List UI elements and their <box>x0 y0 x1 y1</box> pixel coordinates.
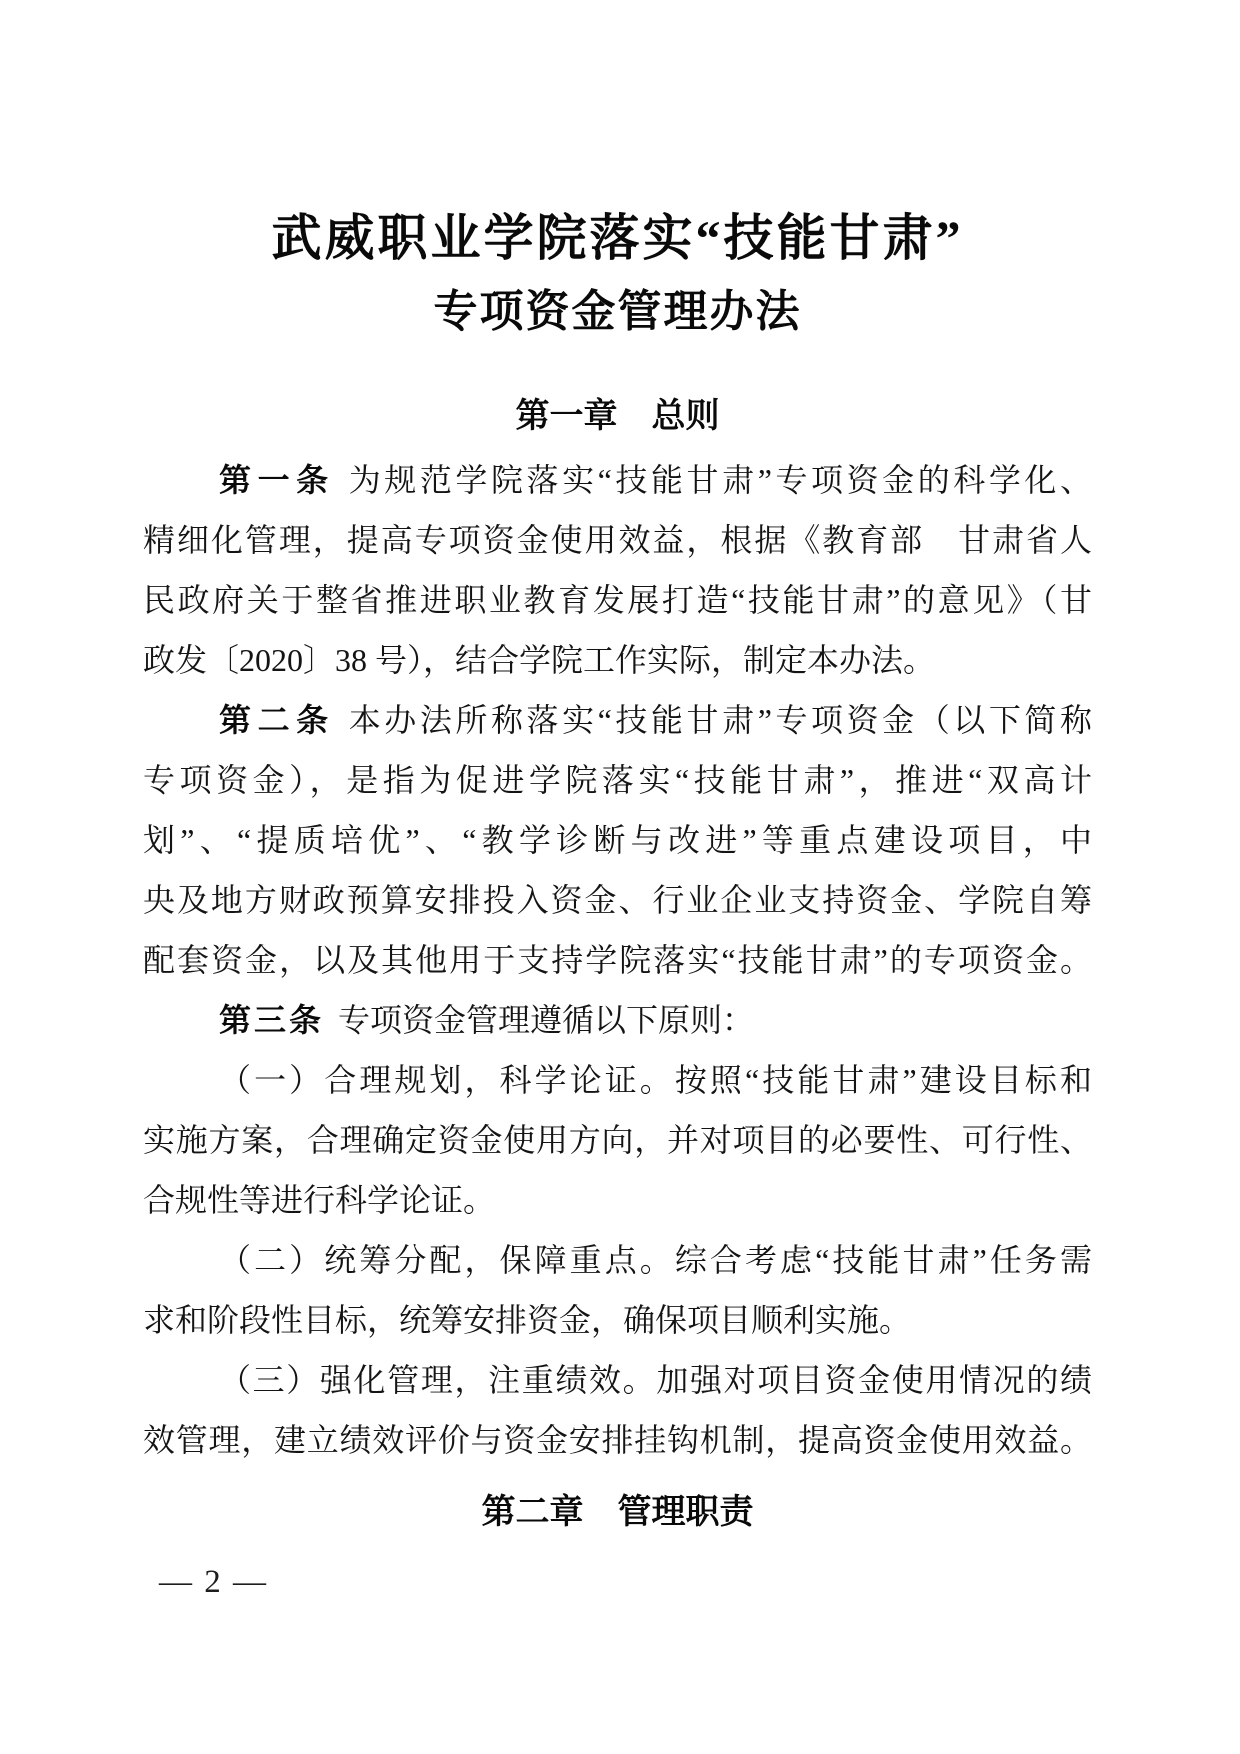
body-line <box>143 1350 1092 1410</box>
article-lead: 第三条 <box>219 1002 325 1038</box>
body-line <box>143 570 1092 630</box>
page-footer: — 2 — <box>159 1564 268 1600</box>
page-content <box>143 0 1092 1600</box>
body-line <box>143 630 1092 690</box>
line-text: 本办法所称落实“技能甘肃”专项资金（以下简称 <box>348 702 1092 738</box>
body-line <box>143 930 1092 990</box>
line-text: 效管理，建立绩效评价与资金安排挂钩机制，提高资金使用效益。 <box>143 1422 1092 1458</box>
body-lines <box>143 450 1092 1470</box>
line-text: 配套资金，以及其他用于支持学院落实“技能甘肃”的专项资金。 <box>143 942 1092 978</box>
article-lead: 第二条 <box>219 702 335 738</box>
article-lead: 第一条 <box>219 462 335 498</box>
chapter-2-heading: 第二章 管理职责 <box>481 1493 754 1531</box>
body-line <box>143 1230 1092 1290</box>
document-title-line-1: 武威职业学院落实“技能甘肃” <box>271 210 964 266</box>
body-line <box>143 810 1092 870</box>
body-line <box>143 510 1092 570</box>
line-text: （二）统筹分配，保障重点。综合考虑“技能甘肃”任务需 <box>219 1242 1092 1278</box>
line-text: 精细化管理，提高专项资金使用效益，根据《教育部 甘肃省人 <box>143 522 1092 558</box>
line-text: （三）强化管理，注重绩效。加强对项目资金使用情况的绩 <box>219 1362 1092 1398</box>
body-line <box>143 690 1092 750</box>
body-line <box>143 750 1092 810</box>
line-text: 政发〔2020〕38 号），结合学院工作实际，制定本办法。 <box>143 642 936 678</box>
chapter-1-heading: 第一章 总则 <box>515 397 720 435</box>
line-text: 民政府关于整省推进职业教育发展打造“技能甘肃”的意见》（甘 <box>143 582 1092 618</box>
body-line <box>143 1110 1092 1170</box>
body-line <box>143 1170 1092 1230</box>
line-text: 求和阶段性目标，统筹安排资金，确保项目顺利实施。 <box>143 1302 912 1338</box>
line-text: 实施方案，合理确定资金使用方向，并对项目的必要性、可行性、 <box>143 1122 1092 1158</box>
body-line <box>143 1050 1092 1110</box>
line-text: 合规性等进行科学论证。 <box>143 1182 496 1218</box>
line-text: 央及地方财政预算安排投入资金、行业企业支持资金、学院自筹 <box>143 882 1092 918</box>
line-text: 专项资金管理遵循以下原则： <box>338 1002 755 1038</box>
body-line <box>143 450 1092 510</box>
body-line <box>143 1410 1092 1470</box>
body-line <box>143 1290 1092 1350</box>
line-text: 专项资金），是指为促进学院落实“技能甘肃”，推进“双高计 <box>143 762 1092 798</box>
document-title-line-2: 专项资金管理办法 <box>433 287 802 336</box>
line-text: （一）合理规划，科学论证。按照“技能甘肃”建设目标和 <box>219 1062 1092 1098</box>
body-line <box>143 990 1092 1050</box>
body-line <box>143 870 1092 930</box>
line-text: 为规范学院落实“技能甘肃”专项资金的科学化、 <box>348 462 1092 498</box>
line-text: 划”、“提质培优”、“教学诊断与改进”等重点建设项目，中 <box>143 822 1092 858</box>
